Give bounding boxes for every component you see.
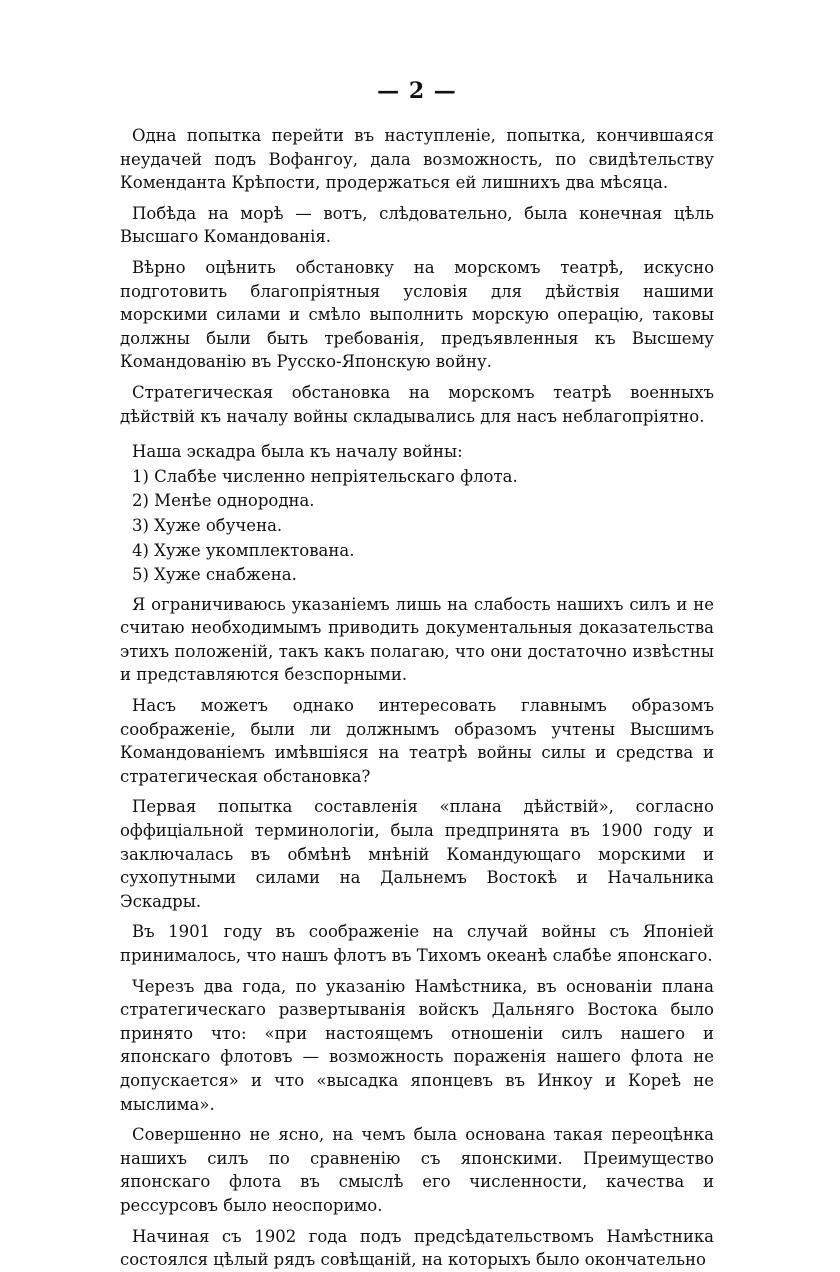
list-item: 5) Хуже снабжена. — [132, 565, 297, 585]
paragraph-8: Въ 1901 году въ соображеніе на случай войны съ Японіей принималось, что нашъ флотъ въ Тихомъ океанѣ слабѣе японскаго. — [120, 922, 714, 965]
list-item: 3) Хуже обучена. — [132, 515, 283, 535]
deficiency-list — [120, 465, 714, 587]
paragraph-3: Вѣрно оцѣнить обстановку на морскомъ театрѣ, искусно подготовить благопріятныя условія для дѣйствія нашими морскими силами и смѣло выполнить морскую операцію, таковы должны были быть требованія, предъявленныя къ Высшему Командованію въ Русско-Японскую войну. — [120, 257, 714, 372]
list-item: 2) Менѣе однородна. — [132, 491, 315, 511]
paragraph-4: Стратегическая обстановка на морскомъ театрѣ военныхъ дѣйствій къ началу войны складывались для насъ неблагопріятно. — [120, 382, 714, 426]
paragraph-10: Совершенно не ясно, на чемъ была основана такая переоцѣнка нашихъ силъ по сравненію съ японскими. Преимущество японскаго флота въ смыслѣ его численности, качества и рессурсовъ было неоспоримо. — [120, 1125, 714, 1215]
paragraph-11: Начиная съ 1902 года подъ предсѣдательствомъ Намѣстника состоялся цѣлый рядъ совѣщаній, на которыхъ было окончательно — [120, 1226, 714, 1270]
list-item: 1) Слабѣе численно непріятельскаго флота. — [132, 466, 518, 486]
page-number: — 2 — — [377, 78, 457, 104]
paragraph-2: Побѣда на морѣ — вотъ, слѣдовательно, была конечная цѣль Высшаго Командованія. — [120, 203, 714, 247]
paragraph-7: Первая попытка составленія «плана дѣйствій», согласно оффиціальной терминологіи, была предпринята въ 1900 году и заключалась въ обмѣнѣ мнѣній Командующаго морскими и сухопутными силами на Дальнемъ Востокѣ и Начальника Эскадры. — [120, 797, 714, 911]
body-text — [120, 124, 714, 1272]
paragraph-5: Я ограничиваюсь указаніемъ лишь на слабость нашихъ силъ и не считаю необходимымъ приводить документальныя доказательства этихъ положеній, такъ какъ полагаю, что они достаточно извѣстны и представляются безспорными. — [120, 594, 714, 685]
paragraph-9: Черезъ два года, по указанію Намѣстника, въ основаніи плана стратегическаго развертыванія войскъ Дальняго Востока было принято что: «при настоящемъ отношеніи силъ нашего и японскаго флотовъ — возможность пораженія нашего флота не допускается» и что «высадка японцевъ въ Инкоу и Кореѣ не мыслима». — [120, 976, 714, 1114]
list-intro: Наша эскадра была къ началу войны: — [132, 442, 463, 462]
paragraph-6: Насъ можетъ однако интересовать главнымъ образомъ соображеніе, были ли должнымъ образомъ учтены Высшимъ Командованіемъ имѣвшіяся на театрѣ войны силы и средства и стратегическая обстановка? — [120, 696, 714, 786]
paragraph-1: Одна попытка перейти въ наступленіе, попытка, кончившаяся неудачей подъ Вофангоу, дала возможность, по свидѣтельству Коменданта Крѣпости, продержаться ей лишнихъ два мѣсяца. — [120, 126, 714, 193]
list-item: 4) Хуже укомплектована. — [132, 540, 355, 560]
